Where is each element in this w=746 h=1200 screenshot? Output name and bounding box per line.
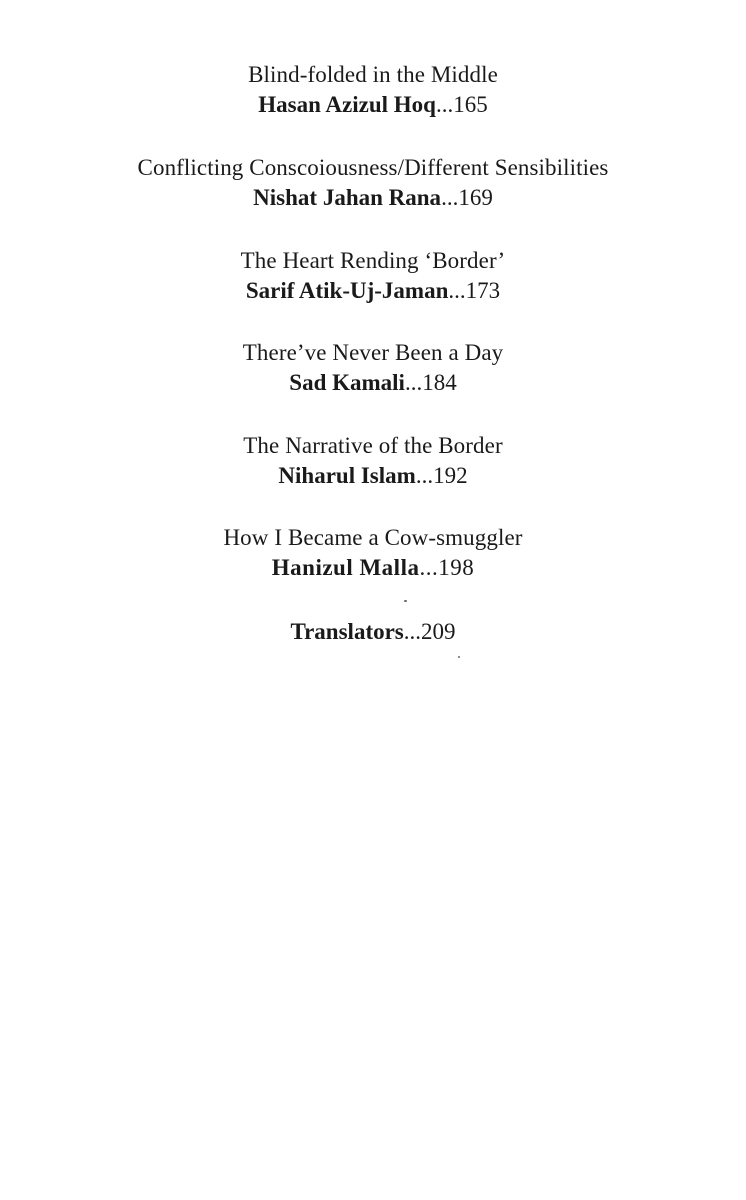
page-number: ...198 (419, 555, 475, 580)
chapter-title: There’ve Never Been a Day (242, 340, 504, 365)
page-number: ...173 (448, 278, 501, 303)
author-line (0, 461, 746, 491)
page-number: ...165 (435, 92, 488, 117)
author-line (0, 368, 746, 398)
author-name: Hasan Azizul Hoq (258, 92, 436, 117)
author-line (0, 276, 746, 306)
toc-entry (0, 523, 746, 583)
author-line (0, 90, 746, 120)
author-name: Sad Kamali (289, 370, 405, 395)
author-line (0, 617, 746, 647)
toc-entry (0, 153, 746, 213)
author-name: Hanizul Malla (271, 555, 420, 580)
print-speck (404, 600, 407, 602)
page-number: ...192 (415, 463, 468, 488)
author-name: Sarif Atik-Uj-Jaman (245, 278, 449, 303)
author-line (0, 553, 746, 583)
print-speck (458, 656, 460, 658)
chapter-title: Blind-folded in the Middle (248, 62, 498, 87)
translators-label: Translators (290, 619, 404, 644)
author-name: Nishat Jahan Rana (253, 185, 442, 210)
page-number: ...209 (403, 619, 456, 644)
chapter-title: The Narrative of the Border (243, 433, 503, 458)
toc-entry (0, 338, 746, 398)
toc-entry-translators (0, 617, 746, 647)
author-name: Niharul Islam (278, 463, 416, 488)
chapter-title: Conflicting Conscoiousness/Different Sensibilities (137, 155, 609, 180)
chapter-title: The Heart Rending ‘Border’ (240, 248, 506, 273)
page-number: ...169 (441, 185, 493, 210)
author-line (0, 183, 746, 213)
toc-entry (0, 60, 746, 120)
toc-entry (0, 246, 746, 306)
chapter-title: How I Became a Cow-smuggler (223, 525, 523, 550)
page-number: ...184 (404, 370, 457, 395)
toc-entry (0, 431, 746, 491)
